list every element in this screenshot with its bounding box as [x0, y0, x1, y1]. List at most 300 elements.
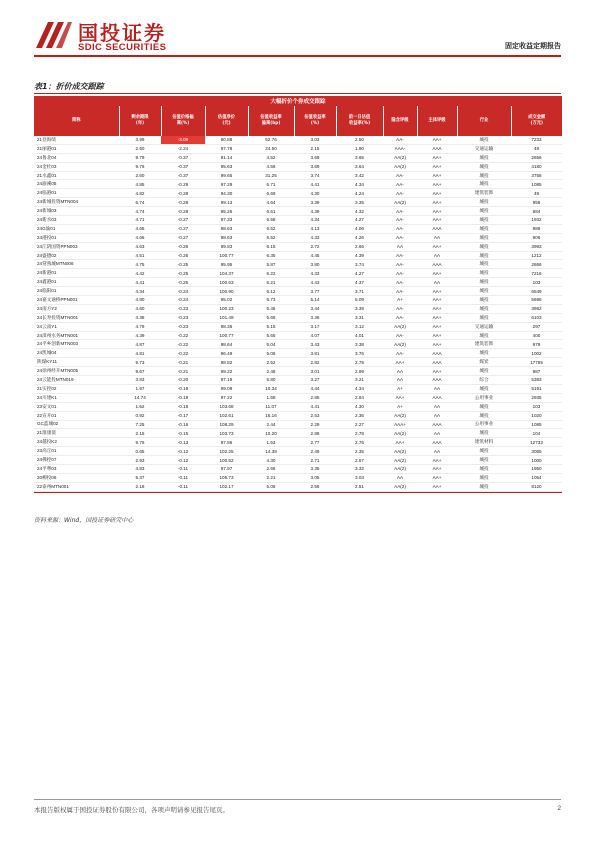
table-cell: 97.29	[205, 180, 248, 189]
table-cell: AA(2)	[383, 429, 417, 438]
column-header: 估值收益率 偏离(bp)	[248, 106, 294, 136]
table-cell: -0.37	[161, 171, 205, 180]
table-cell: 4.65	[119, 224, 161, 233]
table-cell: 4.34	[336, 180, 383, 189]
table-cell: 1950	[511, 464, 562, 473]
table-row	[34, 153, 562, 162]
table-cell: 4.80	[119, 296, 161, 305]
table-cell: AA+	[417, 180, 457, 189]
table-cell: 城投	[457, 224, 511, 233]
table-cell: AA(2)	[383, 322, 417, 331]
table-cell: 684	[511, 207, 562, 216]
table-cell: 4.81	[119, 349, 161, 358]
table-cell: AA+	[417, 162, 457, 171]
table-cell: -0.12	[161, 456, 205, 465]
table-cell: 公用事业	[457, 420, 511, 429]
table-cell: 4.41	[294, 180, 336, 189]
bond-name-cell: 23安文01	[34, 402, 119, 411]
table-row	[34, 322, 562, 331]
table-cell: AA+	[417, 473, 457, 482]
table-row	[34, 287, 562, 296]
column-header: 估值净价 (元)	[205, 106, 248, 136]
table-cell: 3.21	[336, 376, 383, 385]
table-cell: 10.34	[248, 384, 294, 393]
table-cell: 2.99	[336, 367, 383, 376]
bond-name-cell: 24新城03	[34, 207, 119, 216]
table-cell: 2.67	[336, 456, 383, 465]
table-cell: 3982	[511, 304, 562, 313]
table-cell: AA+	[417, 242, 457, 251]
table-cell: 6549	[511, 287, 562, 296]
table-cell: 3.77	[294, 287, 336, 296]
table-cell: -0.18	[161, 402, 205, 411]
column-header: 前一日估值 收益率(%)	[336, 106, 383, 136]
bond-name-cell: 24新水03	[34, 216, 119, 225]
table-cell: 4.79	[119, 322, 161, 331]
table-cell: 4.39	[294, 207, 336, 216]
table-cell: -0.11	[161, 473, 205, 482]
table-cell: -0.11	[161, 464, 205, 473]
table-cell: 80.88	[205, 136, 248, 144]
table-cell: -0.25	[161, 278, 205, 287]
table-cell: AA	[383, 242, 417, 251]
table-cell: 3993	[511, 242, 562, 251]
table-cell: -0.28	[161, 198, 205, 207]
table-cell: -0.21	[161, 367, 205, 376]
table-cell: 102.25	[205, 447, 248, 456]
table-cell: 4.33	[294, 269, 336, 278]
table-cell: 100.63	[205, 278, 248, 287]
header-divider	[34, 55, 561, 57]
table-cell: -0.13	[161, 438, 205, 447]
table-cell: -0.27	[161, 224, 205, 233]
table-cell: 3.83	[119, 376, 161, 385]
table-cell: -0.37	[161, 162, 205, 171]
table-cell: 城投	[457, 411, 511, 420]
bond-name-cell: GC蓝城02	[34, 420, 119, 429]
table-cell: 煤炭	[457, 358, 511, 367]
table-caption: 大幅折价个券成交跟踪	[34, 96, 562, 106]
table-cell: AA	[417, 429, 457, 438]
table-row	[34, 429, 562, 438]
table-row	[34, 296, 562, 305]
table-cell: 103.73	[205, 429, 248, 438]
table-cell: -0.27	[161, 216, 205, 225]
table-cell: 4.39	[336, 251, 383, 260]
table-cell: AA+	[417, 296, 457, 305]
column-header: 估值收益率 (%)	[294, 106, 336, 136]
table-cell: 99.13	[205, 198, 248, 207]
table-cell: 4.06	[336, 224, 383, 233]
table-cell: AA-	[383, 207, 417, 216]
table-cell: 5.73	[248, 296, 294, 305]
table-cell: 4.42	[119, 269, 161, 278]
table-cell: 24.50	[248, 144, 294, 153]
table-cell: -0.22	[161, 340, 205, 349]
table-row	[34, 447, 562, 456]
table-row	[34, 171, 562, 180]
table-cell: 297	[511, 322, 562, 331]
table-cell: 城投	[457, 313, 511, 322]
table-cell: 104	[511, 429, 562, 438]
table-cell: AA+	[417, 136, 457, 144]
table-cell: 4.41	[294, 402, 336, 411]
table-cell: 2.29	[294, 420, 336, 429]
column-header: 行业	[457, 106, 511, 136]
table-cell: 103.68	[205, 402, 248, 411]
table-cell: AA-	[383, 180, 417, 189]
table-cell: 城投	[457, 136, 511, 144]
table-cell: 4.27	[336, 216, 383, 225]
table-cell: 98.35	[205, 322, 248, 331]
table-cell: AA(2)	[383, 411, 417, 420]
bond-name-cell: 24平粤03	[34, 464, 119, 473]
table-cell: 1212	[511, 251, 562, 260]
table-cell: 105.73	[205, 473, 248, 482]
table-cell: 3.80	[294, 260, 336, 269]
table-cell: AAA	[417, 393, 457, 402]
table-cell: 97.33	[205, 216, 248, 225]
table-row	[34, 384, 562, 393]
table-cell: AA(2)	[383, 464, 417, 473]
table-cell: AA+	[417, 464, 457, 473]
table-row	[34, 216, 562, 225]
table-cell: 2.93	[119, 456, 161, 465]
table-cell: 3.81	[294, 349, 336, 358]
table-cell: 103	[511, 278, 562, 287]
page-number: 2	[557, 805, 561, 812]
table-cell: 8120	[511, 482, 562, 491]
table-cell: 城投	[457, 473, 511, 482]
table-cell: -0.23	[161, 322, 205, 331]
table-cell: 9.79	[119, 153, 161, 162]
table-cell: AA+	[417, 189, 457, 198]
table-cell: 906	[511, 233, 562, 242]
table-cell: AA+	[417, 269, 457, 278]
table-cell: 4.56	[248, 162, 294, 171]
table-cell: -0.17	[161, 411, 205, 420]
bond-name-cell: 24临阳01	[34, 287, 119, 296]
table-cell: -0.19	[161, 393, 205, 402]
table-row	[34, 189, 562, 198]
table-cell: 97.78	[205, 144, 248, 153]
column-header: 剩余期限 (年)	[119, 106, 161, 136]
table-cell: 6.15	[248, 242, 294, 251]
data-table	[34, 96, 562, 492]
table-cell: AA+	[417, 153, 457, 162]
table-row	[34, 162, 562, 171]
table-cell: 2.48	[248, 367, 294, 376]
table-row	[34, 251, 562, 260]
table-cell: 91.14	[205, 153, 248, 162]
logo-chinese-name: 国投证券	[78, 21, 166, 45]
table-cell: 2.77	[294, 438, 336, 447]
table-cell: 城投	[457, 402, 511, 411]
table-cell: 6.35	[248, 251, 294, 260]
table-cell: 城投	[457, 233, 511, 242]
table-cell: -0.29	[161, 180, 205, 189]
table-cell: 3.39	[294, 198, 336, 207]
table-cell: AA+	[383, 358, 417, 367]
table-cell: 公用事业	[457, 393, 511, 402]
table-cell: 3.01	[294, 367, 336, 376]
table-row	[34, 260, 562, 269]
table-cell: 94.30	[205, 189, 248, 198]
table-cell: 4.30	[248, 456, 294, 465]
footer-divider	[34, 799, 561, 800]
table-row	[34, 349, 562, 358]
table-cell: 4.07	[294, 331, 336, 340]
bond-name-cell: 21水鑫01	[34, 171, 119, 180]
table-cell: 建筑材料	[457, 438, 511, 447]
table-cell: 4.39	[119, 331, 161, 340]
table-cell: 5.06	[248, 349, 294, 358]
table-row	[34, 207, 562, 216]
table-cell: 6.69	[248, 189, 294, 198]
table-cell: 2.66	[248, 464, 294, 473]
data-source: 资料来源：Wind，国投证券研究中心	[34, 517, 134, 524]
table-cell: -0.24	[161, 287, 205, 296]
table-cell: 986	[511, 224, 562, 233]
table-cell: 城投	[457, 153, 511, 162]
sdic-logo-icon	[34, 18, 72, 52]
table-cell: 城投	[457, 304, 511, 313]
table-cell: 2.15	[119, 429, 161, 438]
footer-disclaimer: 本报告版权属于国投证券股份有限公司，各项声明请参见报告尾页。	[34, 806, 229, 814]
table-cell: AA-	[383, 136, 417, 144]
table-cell: AA(2)	[383, 456, 417, 465]
table-row	[34, 393, 562, 402]
table-cell: -0.19	[161, 384, 205, 393]
table-cell: 2.76	[336, 438, 383, 447]
table-cell: 城投	[457, 447, 511, 456]
table-cell: 4.65	[119, 233, 161, 242]
table-row	[34, 473, 562, 482]
table-cell: -0.25	[161, 260, 205, 269]
table-cell: 9.76	[119, 162, 161, 171]
table-cell: 49	[511, 189, 562, 198]
table-cell: AAA	[417, 358, 457, 367]
table-cell: AA-	[383, 233, 417, 242]
table-cell: 1000	[511, 456, 562, 465]
table-cell: 4.30	[336, 402, 383, 411]
table-cell: AAA	[417, 420, 457, 429]
logo-english-name: SDIC SECURITIES	[78, 42, 167, 53]
table-cell: 4.51	[119, 251, 161, 260]
table-cell: 城投	[457, 242, 511, 251]
table-cell: AA(2)	[383, 162, 417, 171]
table-cell: 3.74	[336, 260, 383, 269]
table-cell: 城投	[457, 464, 511, 473]
table-cell: AAA	[417, 376, 457, 385]
table-cell: AA+	[417, 198, 457, 207]
section-title: 表1：折价成交跟踪	[34, 82, 104, 91]
table-cell: AA+	[383, 393, 417, 402]
bond-name-cell: 24嘉文通桥PPN001	[34, 296, 119, 305]
bond-name-cell: 24新城投资MTN004	[34, 198, 119, 207]
table-cell: 2.35	[336, 447, 383, 456]
table-cell: AA+	[383, 438, 417, 447]
table-cell: 6.71	[248, 180, 294, 189]
table-cell: 5.87	[248, 260, 294, 269]
table-cell: 95.02	[205, 296, 248, 305]
table-cell: AA-	[383, 171, 417, 180]
table-row	[34, 136, 562, 144]
table-cell: 城投	[457, 278, 511, 287]
table-cell: 5.15	[248, 322, 294, 331]
table-cell: AA(2)	[383, 340, 417, 349]
table-cell: 12733	[511, 438, 562, 447]
table-cell: 城投	[457, 331, 511, 340]
table-cell: 2.60	[119, 144, 161, 153]
bond-name-cell: 23高丘01	[34, 447, 119, 456]
table-row	[34, 438, 562, 447]
table-cell: AA(2)	[383, 447, 417, 456]
table-cell: 2656	[511, 153, 562, 162]
table-cell: 建筑装饰	[457, 189, 511, 198]
table-cell: AA-	[383, 251, 417, 260]
table-row	[34, 198, 562, 207]
table-cell: AA-	[383, 313, 417, 322]
table-cell: 4.27	[336, 269, 383, 278]
table-cell: 2.53	[294, 411, 336, 420]
table-row	[34, 464, 562, 473]
bond-name-cell: 24鑫港01	[34, 278, 119, 287]
table-cell: 2.21	[248, 473, 294, 482]
table-cell: 99.83	[205, 242, 248, 251]
table-cell: 城投	[457, 296, 511, 305]
bond-name-cell: 24港投01	[34, 233, 119, 242]
table-cell: -0.28	[161, 189, 205, 198]
table-cell: -0.22	[161, 349, 205, 358]
report-type: 固定收益定期报告	[505, 42, 561, 50]
table-cell: 3.76	[336, 349, 383, 358]
table-cell: 102.61	[205, 411, 248, 420]
table-cell: 6.22	[248, 269, 294, 278]
table-cell: 3.43	[294, 340, 336, 349]
table-cell: 4.74	[119, 207, 161, 216]
table-cell: 5.06	[248, 482, 294, 491]
table-cell: 2.84	[336, 393, 383, 402]
table-cell: 3.44	[294, 304, 336, 313]
table-cell: AA+	[417, 331, 457, 340]
table-cell: 10.20	[248, 429, 294, 438]
column-header: 简称	[34, 106, 119, 136]
table-cell: 4.43	[294, 278, 336, 287]
table-cell: 城投	[457, 216, 511, 225]
table-cell: -0.24	[161, 296, 205, 305]
table-cell: 3.12	[336, 322, 383, 331]
table-row	[34, 233, 562, 242]
table-cell: 城投	[457, 349, 511, 358]
table-cell: 2.79	[336, 358, 383, 367]
table-header-row	[34, 106, 562, 136]
table-cell: 4.64	[248, 198, 294, 207]
bond-name-cell: 22泰州MTN001	[34, 482, 119, 491]
table-cell: 4.13	[294, 224, 336, 233]
table-cell: 城投	[457, 162, 511, 171]
table-cell: 3.38	[336, 340, 383, 349]
table-cell: 31.25	[248, 171, 294, 180]
table-cell: 16.16	[248, 411, 294, 420]
table-cell: AA+	[417, 482, 457, 491]
company-logo	[34, 16, 194, 56]
table-cell: AA-	[383, 224, 417, 233]
bond-name-cell: 24川建K1	[34, 393, 119, 402]
table-cell: 97.97	[205, 464, 248, 473]
table-row	[34, 482, 562, 491]
table-cell: AA-	[383, 189, 417, 198]
table-cell: 4.32	[336, 207, 383, 216]
table-cell: 4.71	[119, 216, 161, 225]
table-cell: 4.60	[119, 304, 161, 313]
table-cell: A+	[383, 384, 417, 393]
table-cell: 2.50	[336, 136, 383, 144]
table-row	[34, 313, 562, 322]
table-cell: -0.22	[161, 331, 205, 340]
table-cell: 100.77	[205, 331, 248, 340]
table-cell: AAA	[417, 224, 457, 233]
table-cell: 4.30	[294, 189, 336, 198]
table-cell: 1002	[511, 349, 562, 358]
table-cell: 6103	[511, 313, 562, 322]
table-cell: AA+	[417, 287, 457, 296]
table-cell: 3.69	[294, 153, 336, 162]
table-cell: 2.88	[294, 429, 336, 438]
table-cell: 3.03	[294, 136, 336, 144]
table-cell: 97.19	[205, 376, 248, 385]
table-cell: 1.53	[248, 438, 294, 447]
table-cell: 2.27	[336, 420, 383, 429]
table-cell: 98.63	[205, 233, 248, 242]
bond-name-cell: 24G渝01	[34, 224, 119, 233]
table-row	[34, 278, 562, 287]
table-cell: 979	[511, 340, 562, 349]
table-cell: AAA	[417, 438, 457, 447]
table-cell: 3.65	[336, 153, 383, 162]
table-cell: 11.07	[248, 402, 294, 411]
table-cell: 5.37	[119, 473, 161, 482]
table-cell: 4.41	[119, 278, 161, 287]
table-cell: 97.22	[205, 393, 248, 402]
table-cell: 4.26	[336, 233, 383, 242]
table-cell: -0.23	[161, 313, 205, 322]
table-cell: 4.34	[294, 216, 336, 225]
table-cell: AA(2)	[383, 482, 417, 491]
table-cell: AA-	[383, 269, 417, 278]
table-cell: AA	[383, 376, 417, 385]
table-cell: AAA+	[383, 420, 417, 429]
table-cell: AA+	[417, 322, 457, 331]
table-cell: 交通运输	[457, 322, 511, 331]
table-cell: 95.95	[205, 260, 248, 269]
table-cell: AAA-	[383, 144, 417, 153]
table-cell: 3.05	[294, 473, 336, 482]
table-cell: 城投	[457, 180, 511, 189]
table-cell: AA+	[417, 171, 457, 180]
bond-name-cell: 24凯城04	[34, 349, 119, 358]
table-cell: 3.42	[336, 171, 383, 180]
table-cell: 2935	[511, 393, 562, 402]
table-row	[34, 402, 562, 411]
table-cell: 4.34	[336, 384, 383, 393]
table-cell: 5696	[511, 296, 562, 305]
table-cell: 4.24	[336, 189, 383, 198]
table-cell: 1932	[511, 216, 562, 225]
table-cell: -0.28	[161, 207, 205, 216]
table-cell: 5.65	[248, 331, 294, 340]
table-cell: 2.60	[119, 171, 161, 180]
